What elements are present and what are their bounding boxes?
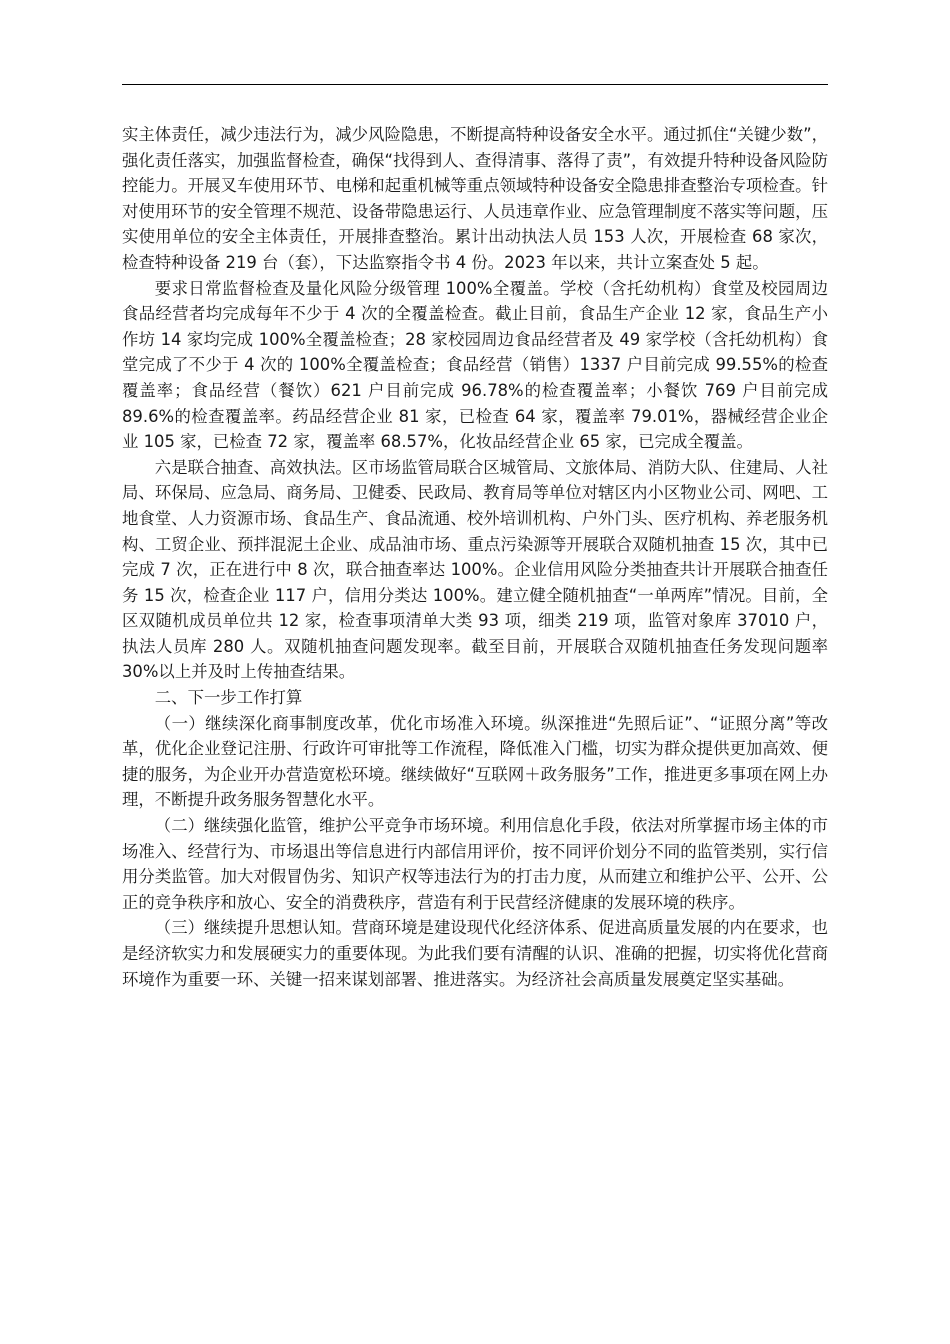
paragraph-reform: （一）继续深化商事制度改革，优化市场准入环境。纵深推进“先照后证”、“证照分离”等改革，优化企业登记注册、行政许可审批等工作流程，降低准入门槛，切实为群众提供更加高效、便捷的服务，为企业开办营造宽松环境。继续做好“互联网＋政务服务”工作，推进更多事项在网上办理，不断提升政务服务智慧化水平。 [122,713,828,810]
paragraph-joint-inspection: 六是联合抽查、高效执法。区市场监管局联合区城管局、文旅体局、消防大队、住建局、人社局、环保局、应急局、商务局、卫健委、民政局、教育局等单位对辖区内小区物业公司、网吧、工地食堂、人力资源市场、食品生产、食品流通、校外培训机构、户外门头、医疗机构、养老服务机构、工贸企业、预拌混泥土企业、成品油市场、重点污染源等开展联合双随机抽查 15 次，其中已完成 7 次，正在进行中 8 次，联合抽查率达 100%。企业信用风险分类抽查共计开展联合抽查任务 15 次，检查企业 117 户，信用分类达 100%。建立健全随机抽查“一单两库”情况。目前，全区双随机成员单位共 12 家，检查事项清单大类 93 项，细类 219 项，监管对象库 37010 户，执法人员库 280 人。双随机抽查问题发现率。截至目前，开展联合双随机抽查任务发现问题率 30%以上并及时上传抽查结果。 [122,457,828,682]
paragraph-supervision: （二）继续强化监管，维护公平竞争市场环境。利用信息化手段，依法对所掌握市场主体的市场准入、经营行为、市场退出等信息进行内部信用评价，按不同评价划分不同的监管类别，实行信用分类监管。加大对假冒伪劣、知识产权等违法行为的打击力度，从而建立和维护公平、公开、公正的竞争秩序和放心、安全的消费秩序，营造有利于民营经济健康的发展环境的秩序。 [122,816,828,912]
paragraph-inspection-coverage: 要求日常监督检查及量化风险分级管理 100%全覆盖。学校（含托幼机构）食堂及校园周边食品经营者均完成每年不少于 4 次的全覆盖检查。截止目前，食品生产企业 12 家，食品生产小作坊 14 家均完成 100%全覆盖检查；28 家校园周边食品经营者及 49 家学校（含托幼机构）食堂完成了不少于 4 次的 100%全覆盖检查；食品经营（销售）1337 户目前完成 99.55%的检查覆盖率；食品经营（餐饮）621 户目前完成 96.78%的检查覆盖率；小餐饮 769 户目前完成 89.6%的检查覆盖率。药品经营企业 81 家，已检查 64 家，覆盖率 79.01%，器械经营企业企业 105 家，已检查 72 家，覆盖率 68.57%，化妆品经营企业 65 家，已完成全覆盖。 [122,278,828,452]
section-heading-next-steps: 二、下一步工作打算 [154,688,303,708]
header-divider [122,84,828,85]
paragraph-special-equipment: 实主体责任，减少违法行为，减少风险隐患，不断提高特种设备安全水平。通过抓住“关键少数”，强化责任落实，加强监督检查，确保“找得到人、查得清事、落得了责”，有效提升特种设备风险防控能力。开展叉车使用环节、电梯和起重机械等重点领域特种设备安全隐患排查整治专项检查。针对使用环节的安全管理不规范、设备带隐患运行、人员违章作业、应急管理制度不落实等问题，压实使用单位的安全主体责任，开展排查整治。累计出动执法人员 153 人次，开展检查 68 家次，检查特种设备 219 台（套），下达监察指令书 4 份。2023 年以来，共计立案查处 5 起。 [122,125,828,272]
document-body [122,122,828,992]
paragraph-awareness: （三）继续提升思想认知。营商环境是建设现代化经济体系、促进高质量发展的内在要求，也是经济软实力和发展硬实力的重要体现。为此我们要有清醒的认识、准确的把握，切实将优化营商环境作为重要一环、关键一招来谋划部署、推进落实。为经济社会高质量发展奠定坚实基础。 [122,918,828,989]
